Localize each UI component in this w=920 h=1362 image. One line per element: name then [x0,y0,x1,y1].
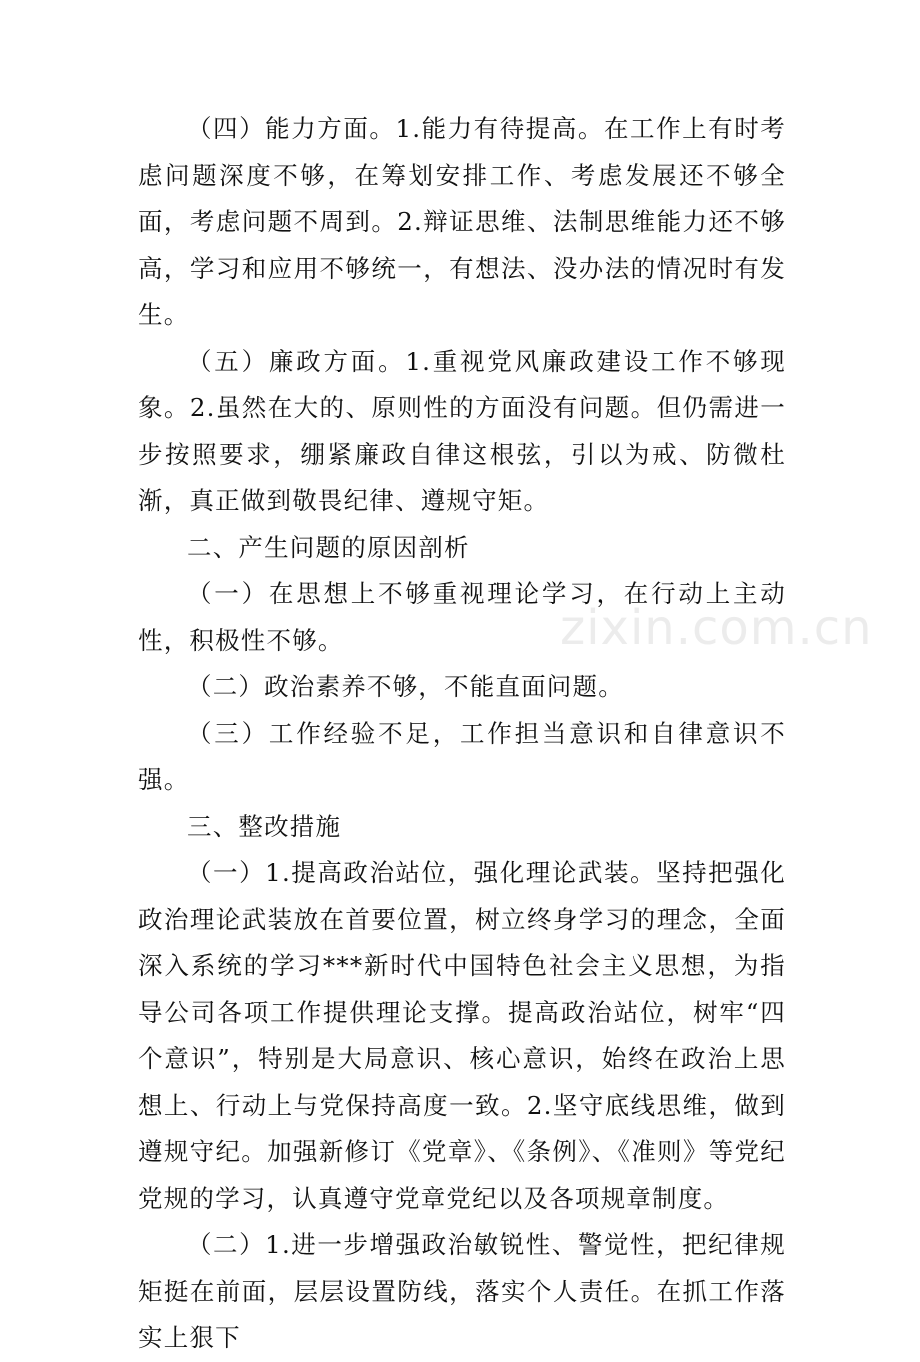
paragraph-cause-1: （一）在思想上不够重视理论学习，在行动上主动性，积极性不够。 [138,579,786,655]
section-heading-causes: 二、产生问题的原因剖析 [187,532,470,562]
paragraph-ability: （四）能力方面。1.能力有待提高。在工作上有时考虑问题深度不够，在筹划安排工作、考虑发展还不够全面，考虑问题不周到。2.辩证思维、法制思维能力还不够高，学习和应用不够统一，有想法、没办法的情况时有发生。 [138,114,786,329]
section-heading-measures: 三、整改措施 [187,811,342,841]
paragraph-cause-3: （三）工作经验不足，工作担当意识和自律意识不强。 [138,718,786,794]
paragraph-integrity: （五）廉政方面。1.重视党风廉政建设工作不够现象。2.虽然在大的、原则性的方面没有问题。但仍需进一步按照要求，绷紧廉政自律这根弦，引以为戒、防微杜渐，真正做到敬畏纪律、遵规守矩。 [138,346,786,515]
watermark-text: zixin.com.cn [560,600,873,656]
document-body [138,106,786,1362]
paragraph-measure-2: （二）1.进一步增强政治敏锐性、警觉性，把纪律规矩挺在前面，层层设置防线，落实个人责任。在抓工作落实上狠下 [138,1230,786,1352]
paragraph-cause-2: （二）政治素养不够，不能直面问题。 [187,672,624,701]
paragraph-measure-1: （一）1.提高政治站位，强化理论武装。坚持把强化政治理论武装放在首要位置，树立终身学习的理念，全面深入系统的学习***新时代中国特色社会主义思想，为指导公司各项工作提供理论支撑。提高政治站位，树牢“四个意识”，特别是大局意识、核心意识，始终在政治上思想上、行动上与党保持高度一致。2.坚守底线思维，做到遵规守纪。加强新修订《党章》、《条例》、《准则》等党纪党规的学习，认真遵守党章党纪以及各项规章制度。 [138,858,786,1213]
